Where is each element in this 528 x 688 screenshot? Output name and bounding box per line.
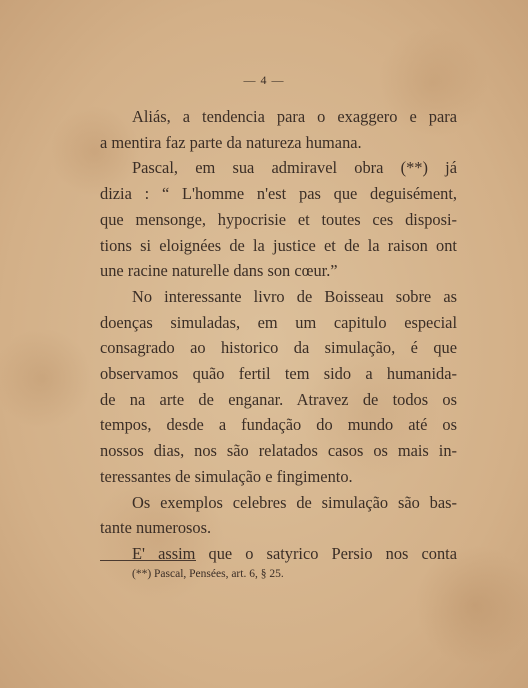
footnote: (**) Pascal, Pensées, art. 6, § 25. (132, 568, 284, 580)
text-line: Os exemplos celebres de simulação são bas- (132, 492, 457, 512)
text-line: de na arte de enganar. Atravez de todos os (100, 389, 457, 409)
text-line: a mentira faz parte da natureza humana. (100, 132, 362, 152)
text-line: E' assim que o satyrico Persio nos conta (132, 543, 457, 563)
text-line: que mensonge, hypocrisie et toutes ces disposi- (100, 209, 457, 229)
page-number: — 4 — (243, 73, 285, 87)
text-line: No interessante livro de Boisseau sobre as (132, 286, 457, 306)
text-line: tante numerosos. (100, 518, 212, 538)
text-line: Aliás, a tendencia para o exaggero e para (132, 107, 457, 126)
text-line: dizia : “ L'homme n'est pas que deguisément, (100, 184, 457, 204)
paragraph-4 (100, 490, 457, 541)
footnote-rule (100, 560, 196, 561)
paragraph-1 (100, 104, 457, 155)
text-line: tions si eloignées de la justice et de la raison ont (100, 235, 457, 255)
paragraph-5 (100, 541, 457, 567)
text-line: nossos dias, nos são relatados casos os mais in- (100, 441, 457, 461)
text-line: une racine naturelle dans son cœur.” (100, 261, 338, 281)
text-line: observamos quão fertil tem sido a humanida- (100, 364, 457, 384)
text-line: teressantes de simulação e fingimento. (100, 466, 353, 486)
text-line: doenças simuladas, em um capitulo especial (100, 312, 457, 332)
text-line: consagrado ao historico da simulação, é que (100, 338, 457, 358)
text-line: tempos, desde a fundação do mundo até os (100, 415, 457, 435)
text-line: Pascal, em sua admiravel obra (**) já (132, 158, 457, 178)
body-text (100, 104, 457, 567)
paragraph-3 (100, 284, 457, 490)
paragraph-2 (100, 155, 457, 284)
